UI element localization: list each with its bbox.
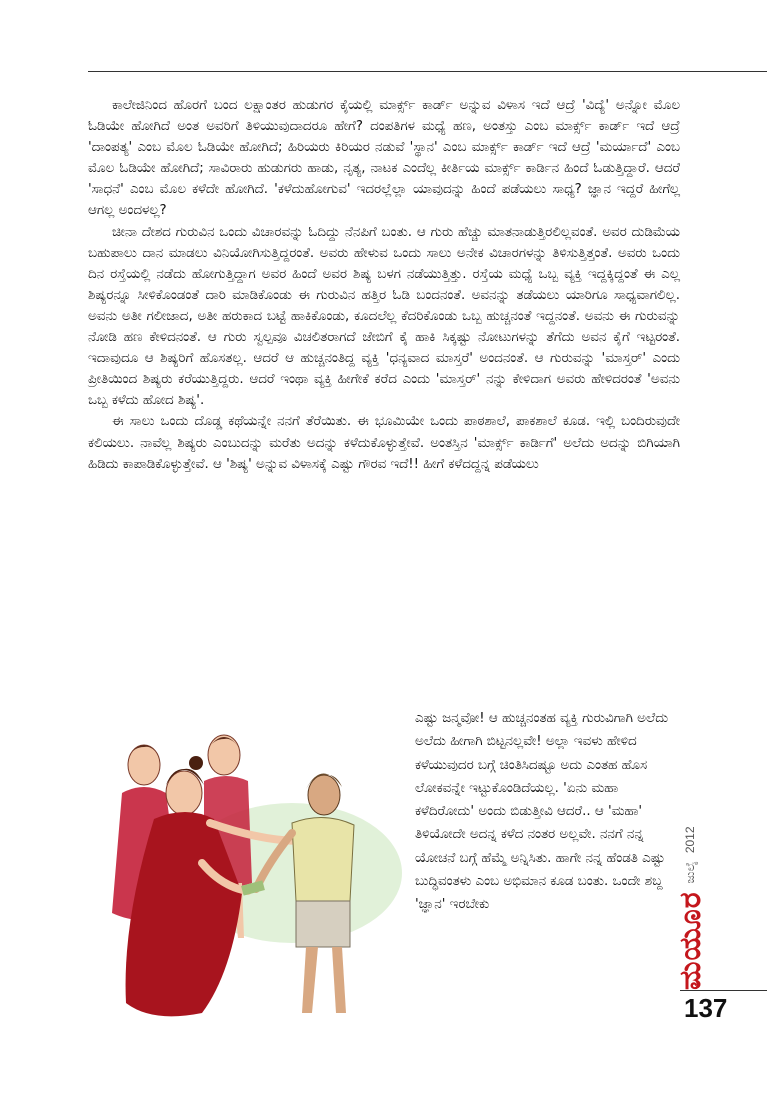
article-body — [88, 95, 680, 475]
page-number: 137 — [684, 993, 728, 1023]
folio-rule — [680, 990, 767, 991]
paragraph-2: ಚೀನಾ ದೇಶದ ಗುರುವಿನ ಒಂದು ವಿಚಾರವನ್ನು ಓದಿದ್ದು ನೆನಪಿಗೆ ಬಂತು. ಆ ಗುರು ಹೆಚ್ಚು ಮಾತನಾಡುತ್ತಿರಲಿಲ್ಲವಂತೆ. ಅವರ ದುಡಿಮೆಯ ಬಹುಪಾಲು ದಾನ ಮಾಡಲು ವಿನಿಯೋಗಿಸುತ್ತಿದ್ದರಂತೆ. ಅವರು ಹೇಳುವ ಒಂದು ಸಾಲು ಅನೇಕ ವಿಚಾರಗಳನ್ನು ತಿಳಿಸುತ್ತಿತ್ತಂತೆ. ಅವರು ಒಂದು ದಿನ ರಸ್ತೆಯಲ್ಲಿ ನಡೆದು ಹೋಗುತ್ತಿದ್ದಾಗ ಅವರ ಹಿಂದೆ ಅವರ ಶಿಷ್ಯ ಬಳಗ ನಡೆಯುತ್ತಿತ್ತು. ರಸ್ತೆಯ ಮಧ್ಯೆ ಒಬ್ಬ ವ್ಯಕ್ತಿ ಇದ್ದಕ್ಕಿದ್ದಂತೆ ಈ ಎಲ್ಲ ಶಿಷ್ಯರನ್ನೂ ಸೀಳಿಕೊಂಡಂತೆ ದಾರಿ ಮಾಡಿಕೊಂಡು ಈ ಗುರುವಿನ ಹತ್ತಿರ ಓಡಿ ಬಂದನಂತೆ. ಅವನನ್ನು ತಡೆಯಲು ಯಾರಿಗೂ ಸಾಧ್ಯವಾಗಲಿಲ್ಲ. ಅವನು ಅತೀ ಗಲೀಜಾದ, ಅತೀ ಹರುಕಾದ ಬಟ್ಟೆ ಹಾಕಿಕೊಂಡು, ಕೂದಲೆಲ್ಲ ಕೆದರಿಕೊಂಡು ಒಬ್ಬ ಹುಚ್ಚನಂತೆ ಇದ್ದನಂತೆ. ಅವನು ಈ ಗುರುವನ್ನು ನೋಡಿ ಹಣ ಕೇಳಿದನಂತೆ. ಆ ಗುರು ಸ್ವಲ್ಪವೂ ವಿಚಲಿತರಾಗದೆ ಜೇಬಿಗೆ ಕೈ ಹಾಕಿ ಸಿಕ್ಕಷ್ಟು ನೋಟುಗಳನ್ನು ತೆಗೆದು ಅವನ ಕೈಗೆ ಇಟ್ಟರಂತೆ. ಇದಾವುದೂ ಆ ಶಿಷ್ಯರಿಗೆ ಹೊಸತಲ್ಲ. ಆದರೆ ಆ ಹುಚ್ಚನಂತಿದ್ದ ವ್ಯಕ್ತಿ 'ಧನ್ಯವಾದ ಮಾಸ್ತರೆ' ಅಂದನಂತೆ. ಆ ಗುರುವನ್ನು 'ಮಾಸ್ತರ್' ಎಂದು ಪ್ರೀತಿಯಿಂದ ಶಿಷ್ಯರು ಕರೆಯುತ್ತಿದ್ದರು. ಆದರೆ ಇಂಥಾ ವ್ಯಕ್ತಿ ಹೀಗೇಕೆ ಕರೆದ ಎಂದು 'ಮಾಸ್ತರ್' ನನ್ನು ಕೇಳಿದಾಗ ಅವರು ಹೇಳಿದರಂತೆ 'ಅವನು ಒಬ್ಬ ಕಳೆದು ಹೋದ ಶಿಷ್ಯ'. — [88, 224, 680, 409]
paragraph-3: ಈ ಸಾಲು ಒಂದು ದೊಡ್ಡ ಕಥೆಯನ್ನೇ ನನಗೆ ತೆರೆಯಿತು. ಈ ಭೂಮಿಯೇ ಒಂದು ಪಾಠಶಾಲೆ, ಪಾಕಶಾಲೆ ಕೂಡ. ಇಲ್ಲಿ ಬಂದಿರುವುದೇ ಕಲಿಯಲು. ನಾವೆಲ್ಲ ಶಿಷ್ಯರು ಎಂಬುದನ್ನು ಮರೆತು ಅದನ್ನು ಕಳೆದುಕೊಳ್ಳುತ್ತೇವೆ. ಅಂತಸ್ತಿನ 'ಮಾರ್ಕ್ಸ್ ಕಾರ್ಡಿಗೆ' ಅಲೆದು ಅದನ್ನು ಬಿಗಿಯಾಗಿ ಹಿಡಿದು ಕಾಪಾಡಿಕೊಳ್ಳುತ್ತೇವೆ. ಆ 'ಶಿಷ್ಯ' ಅನ್ನುವ ವಿಳಾಸಕ್ಕೆ ಎಷ್ಟು ಗೌರವ ಇದೆ!! ಹೀಗೆ ಕಳೆದದ್ದನ್ನ ಪಡೆಯಲು — [88, 414, 680, 472]
issue-year: 2012 — [683, 826, 697, 854]
continued-column: ಎಷ್ಟು ಜನ್ಮವೋ! ಆ ಹುಚ್ಚನಂತಹ ವ್ಯಕ್ತಿ ಗುರುವಿಗಾಗಿ ಅಲೆದು ಅಲೆದು ಹೀಗಾಗಿ ಬಿಟ್ಟನಲ್ಲವೇ! ಅಲ್ಲಾ ಇವಳು ಹೇಳಿದ ಕಳೆಯುವುದರ ಬಗ್ಗೆ ಚಿಂತಿಸಿದಷ್ಟೂ ಅದು ಎಂತಹ ಹೊಸ ಲೋಕವನ್ನೇ ಇಟ್ಟುಕೊಂಡಿದೆಯಲ್ಲ. 'ಏನು ಮಹಾ ಕಳೆದಿರೋದು' ಅಂದು ಬಿಡುತ್ತೀವಿ ಆದರೆ.. ಆ 'ಮಹಾ' ತಿಳಿಯೋದೇ ಅದನ್ನ ಕಳೆದ ನಂತರ ಅಲ್ಲವೇ. ನನಗೆ ನನ್ನ ಯೋಚನೆ ಬಗ್ಗೆ ಹೆಮ್ಮೆ ಅನ್ನಿಸಿತು. ಹಾಗೇ ನನ್ನ ಹೆಂಡತಿ ಎಷ್ಟು ಬುದ್ಧಿವಂತಳು ಎಂಬ ಅಭಿಮಾನ ಕೂಡ ಬಂತು. ಒಂದೇ ಶಬ್ದ 'ಜ್ಞಾನ' ಇರಬೇಕು — [415, 711, 669, 913]
paragraph-1: ಕಾಲೇಜಿನಿಂದ ಹೊರಗೆ ಬಂದ ಲಕ್ಷಾಂತರ ಹುಡುಗರ ಕೈಯಲ್ಲಿ ಮಾರ್ಕ್ಸ್ ಕಾರ್ಡ್ ಅನ್ನುವ ವಿಳಾಸ ಇದೆ ಆದ್ರೆ 'ವಿದ್ಯೆ' ಅನ್ನೋ ಮೊಲ ಓಡಿಯೇ ಹೋಗಿದೆ ಅಂತ ಅವರಿಗೆ ತಿಳಿಯುವುದಾದರೂ ಹೇಗೆ? ದಂಪತಿಗಳ ಮಧ್ಯೆ ಹಣ, ಅಂತಸ್ತು ಎಂಬ ಮಾರ್ಕ್ಸ್ ಕಾರ್ಡ್ ಇದೆ ಆದ್ರೆ 'ದಾಂಪತ್ಯ' ಎಂಬ ಮೊಲ ಓಡಿಯೇ ಹೋಗಿದೆ; ಹಿರಿಯರು ಕಿರಿಯರ ನಡುವೆ 'ಸ್ಥಾನ' ಎಂಬ ಮಾರ್ಕ್ಸ್ ಕಾರ್ಡ್ ಇದೆ ಆದ್ರೆ 'ಮರ್ಯಾದೆ' ಎಂಬ ಮೊಲ ಓಡಿಯೇ ಹೋಗಿದೆ; ಸಾವಿರಾರು ಹುಡುಗರು ಹಾಡು, ನೃತ್ಯ, ನಾಟಕ ಎಂದೆಲ್ಲ ಕೀರ್ತಿಯ ಮಾರ್ಕ್ಸ್ ಕಾರ್ಡಿನ ಹಿಂದೆ ಓಡುತ್ತಿದ್ದಾರೆ. ಆದರೆ 'ಸಾಧನೆ' ಎಂಬ ಮೊಲ ಕಳೆದೇ ಹೋಗಿದೆ. 'ಕಳೆದುಹೋಗುವ' ಇದರಲ್ಲೆಲ್ಲಾ ಯಾವುದನ್ನು ಹಿಂದೆ ಪಡೆಯಲು ಸಾಧ್ಯ? ಜ್ಞಾನ ಇದ್ದರೆ ಹೀಗೆಲ್ಲ ಆಗಲ್ಲ ಅಂದಳಲ್ಲ? — [88, 98, 680, 219]
top-rule — [88, 71, 767, 72]
magazine-title: ಮಯೂರ — [672, 891, 708, 990]
magazine-masthead — [668, 800, 712, 990]
story-illustration — [92, 723, 405, 1023]
issue-month: ಜುಲೈ — [682, 861, 697, 884]
